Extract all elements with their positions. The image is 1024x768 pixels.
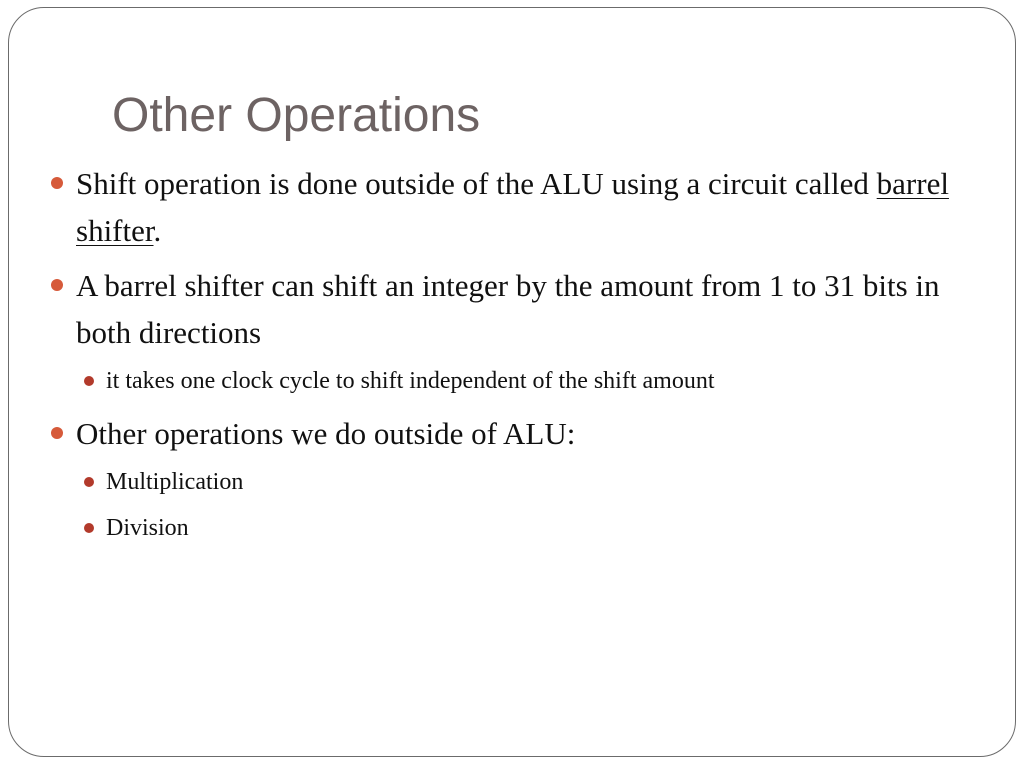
- bullet-text: Shift operation is done outside of the ALU using a circuit called: [76, 166, 877, 201]
- sub-bullet-item-division: [48, 511, 998, 545]
- sub-bullet-text: it takes one clock cycle to shift independent of the shift amount: [106, 368, 715, 394]
- barrel-shifter-term: barrel shifter: [76, 166, 949, 248]
- bullet-text: Other operations we do outside of ALU:: [76, 416, 576, 451]
- sub-bullet-dot-icon: [84, 376, 94, 386]
- bullet-text-end: .: [153, 213, 162, 248]
- sub-bullet-item-multiplication: [48, 465, 998, 499]
- bullet-dot-icon: [51, 427, 63, 439]
- sub-bullet-dot-icon: [84, 523, 94, 533]
- sub-bullet-text: Division: [106, 515, 189, 541]
- sub-bullet-text: Multiplication: [106, 469, 244, 495]
- bullet-item-barrel-shifter: [48, 262, 998, 356]
- sub-bullet-item-clock-cycle: [48, 364, 998, 398]
- slide-title: Other Operations: [112, 89, 481, 142]
- bullet-item-other-operations: [48, 410, 998, 457]
- bullet-item-shift-operation: [48, 160, 998, 254]
- sub-bullet-dot-icon: [84, 477, 94, 487]
- bullet-dot-icon: [51, 177, 63, 189]
- bullet-dot-icon: [51, 279, 63, 291]
- bullet-text: A barrel shifter can shift an integer by the amount from 1 to 31 bits in both directions: [76, 268, 940, 350]
- bullet-list: [48, 160, 998, 557]
